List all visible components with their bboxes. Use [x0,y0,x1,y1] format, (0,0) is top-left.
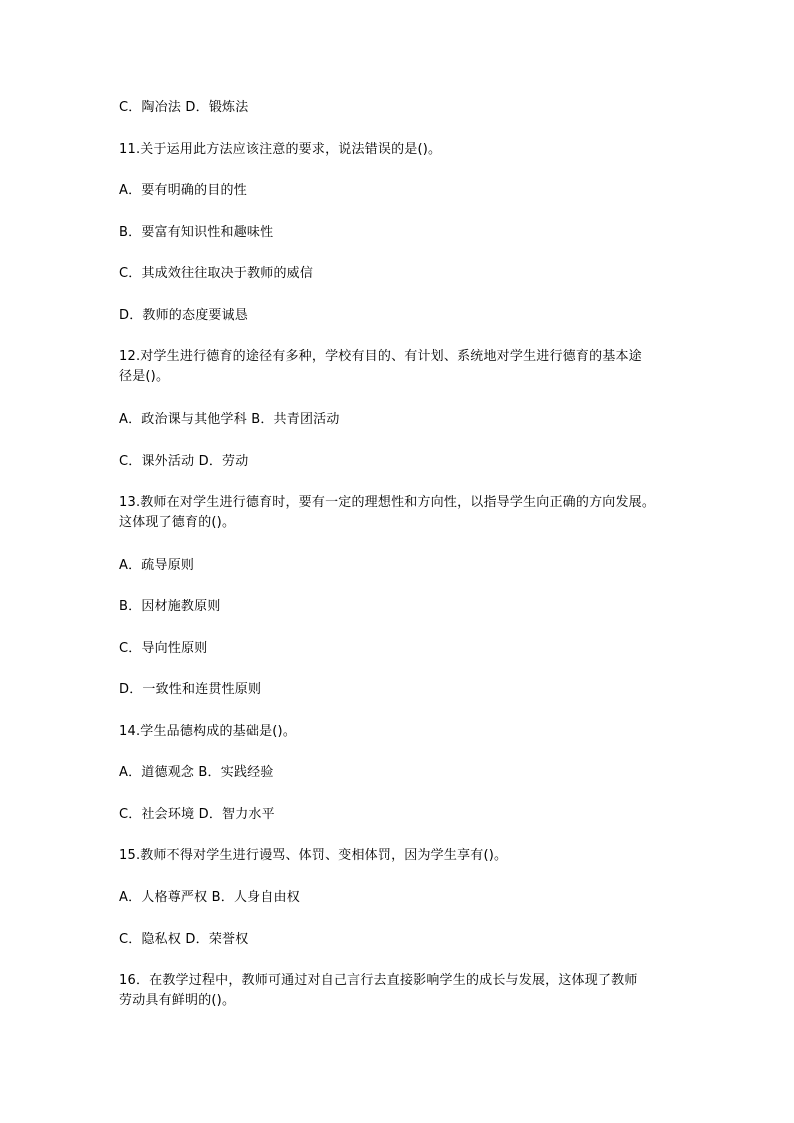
question-13: 13.教师在对学生进行德育时，要有一定的理想性和方向性，以指导学生向正确的方向发展。 [119,495,656,510]
answer-option-line: B．因材施教原则 [119,599,221,614]
question-14: 14.学生品德构成的基础是()。 [119,724,297,739]
question-12: 12.对学生进行德育的途径有多种，学校有目的、有计划、系统地对学生进行德育的基本途 [119,349,642,364]
answer-option-line: A．政治课与其他学科 B．共青团活动 [119,412,340,427]
question-11: 11.关于运用此方法应该注意的要求，说法错误的是()。 [119,142,442,157]
answer-option-line: A．要有明确的目的性 [119,183,247,198]
answer-option-line: D．一致性和连贯性原则 [119,682,262,697]
answer-option-line: C．陶冶法 D．锻炼法 [119,100,249,115]
question-16-cont: 劳动具有鲜明的()。 [119,993,236,1008]
answer-option-line: C．课外活动 D．劳动 [119,454,249,469]
answer-option-line: A．道德观念 B．实践经验 [119,765,274,780]
answer-option-line: C．社会环境 D．智力水平 [119,807,275,822]
question-15: 15.教师不得对学生进行谩骂、体罚、变相体罚，因为学生享有()。 [119,848,508,863]
answer-option-line: A．疏导原则 [119,558,195,573]
question-13-cont: 这体现了德育的()。 [119,515,236,530]
answer-option-line: C．其成效往往取决于教师的威信 [119,266,314,281]
answer-option-line: C．隐私权 D．荣誉权 [119,932,249,947]
question-12-cont: 径是()。 [119,369,170,384]
answer-option-line: A．人格尊严权 B．人身自由权 [119,890,300,905]
answer-option-line: D．教师的态度要诚恳 [119,308,249,323]
answer-option-line: B．要富有知识性和趣味性 [119,225,274,240]
question-16: 16．在教学过程中，教师可通过对自己言行去直接影响学生的成长与发展，这体现了教师 [119,973,638,988]
answer-option-line: C．导向性原则 [119,641,208,656]
